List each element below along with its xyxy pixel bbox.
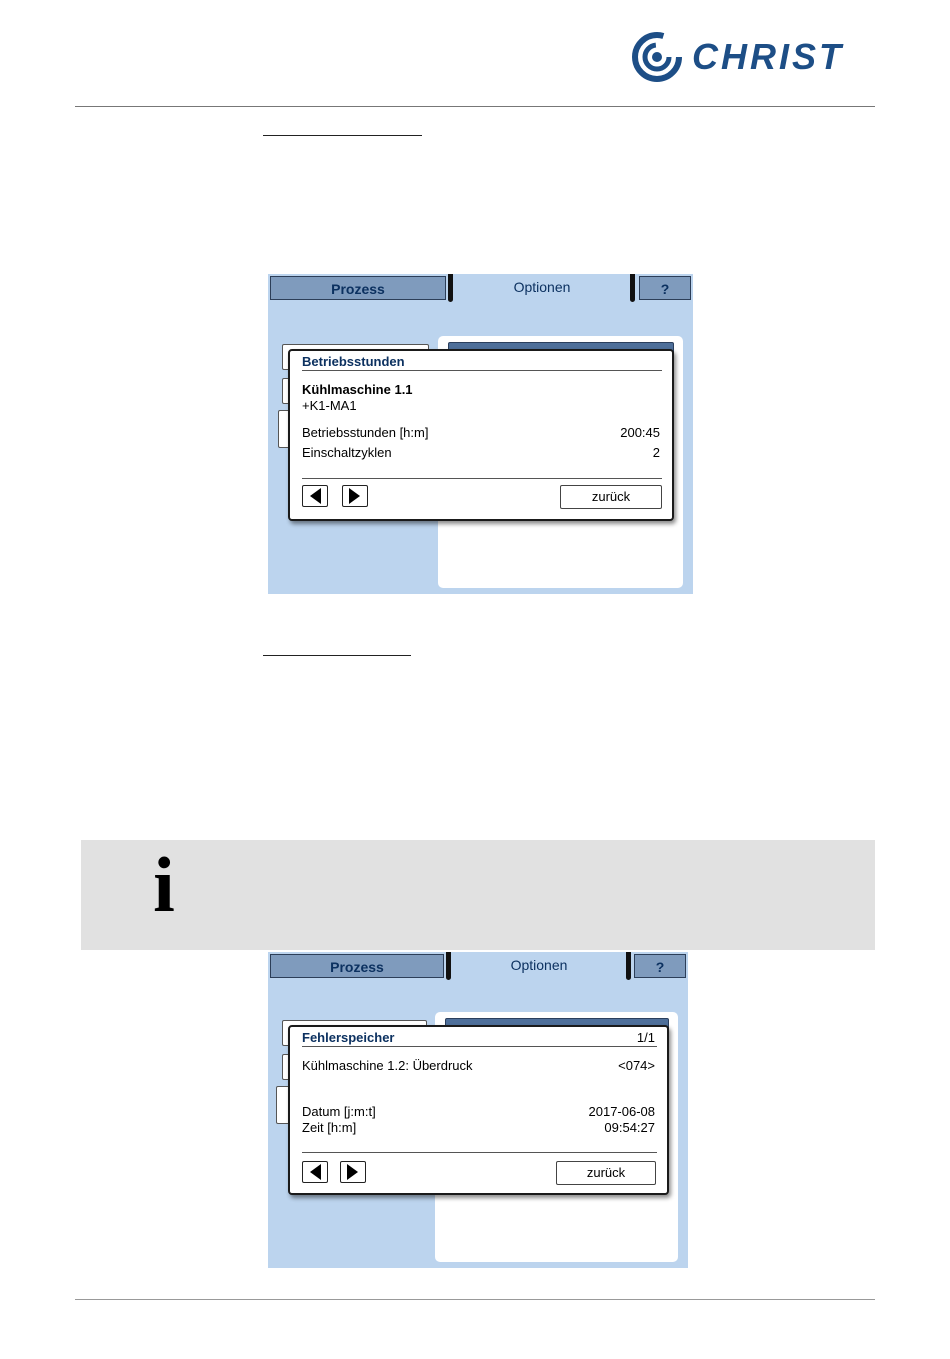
date-label: Datum [j:m:t] xyxy=(302,1104,376,1119)
section-heading-underline xyxy=(263,135,422,136)
screen-error-memory xyxy=(268,952,688,1268)
dialog-title: Betriebsstunden xyxy=(302,354,405,369)
date-value: 2017-06-08 xyxy=(588,1104,655,1119)
dialog-title: Fehlerspeicher xyxy=(302,1030,395,1045)
tab-help[interactable]: ? xyxy=(634,954,686,978)
error-message: Kühlmaschine 1.2: Überdruck xyxy=(302,1058,473,1073)
tab-bar xyxy=(268,952,688,982)
christ-logo xyxy=(630,30,875,86)
tab-separator xyxy=(630,274,635,302)
brand-name: CHRIST xyxy=(692,36,844,77)
back-button[interactable]: zurück xyxy=(556,1161,656,1185)
tab-bar xyxy=(268,274,693,304)
switch-cycles-label: Einschaltzyklen xyxy=(302,445,392,460)
error-memory-dialog xyxy=(288,1025,669,1195)
christ-logo-mark-icon xyxy=(632,32,682,82)
back-button[interactable]: zurück xyxy=(560,485,662,509)
tab-separator xyxy=(448,274,453,302)
dialog-title-rule xyxy=(302,1046,657,1047)
info-i-icon: i xyxy=(153,841,175,928)
time-label: Zeit [h:m] xyxy=(302,1120,357,1135)
next-button[interactable] xyxy=(342,485,368,507)
dialog-footer-rule xyxy=(302,1152,657,1153)
previous-button[interactable] xyxy=(302,485,328,507)
switch-cycles-value: 2 xyxy=(652,445,660,460)
operating-hours-label: Betriebsstunden [h:m] xyxy=(302,425,429,440)
triangle-left-icon xyxy=(309,1164,321,1180)
operating-hours-value: 200:45 xyxy=(620,425,660,440)
footer-rule xyxy=(75,1299,875,1300)
header-rule xyxy=(75,106,875,107)
screen-operating-hours xyxy=(268,274,693,594)
tab-process[interactable]: Prozess xyxy=(270,954,444,978)
next-button[interactable] xyxy=(340,1161,366,1183)
triangle-right-icon xyxy=(347,1164,359,1180)
dialog-title-rule xyxy=(302,370,662,371)
device-name: Kühlmaschine 1.1 xyxy=(302,382,413,397)
operating-hours-dialog xyxy=(288,349,674,521)
tab-options[interactable]: Optionen xyxy=(452,952,626,982)
section-heading-underline xyxy=(263,655,411,656)
triangle-left-icon xyxy=(309,488,321,504)
tab-separator xyxy=(626,952,631,980)
previous-button[interactable] xyxy=(302,1161,328,1183)
tab-help[interactable]: ? xyxy=(639,276,691,300)
tab-options[interactable]: Optionen xyxy=(454,274,630,304)
info-note-box xyxy=(81,840,875,950)
tab-separator xyxy=(446,952,451,980)
time-value: 09:54:27 xyxy=(604,1120,655,1135)
tab-process[interactable]: Prozess xyxy=(270,276,446,300)
dialog-footer-rule xyxy=(302,478,662,479)
device-id: +K1-MA1 xyxy=(302,398,357,413)
error-code: <074> xyxy=(618,1058,655,1073)
triangle-right-icon xyxy=(349,488,361,504)
page-indicator: 1/1 xyxy=(636,1030,655,1045)
